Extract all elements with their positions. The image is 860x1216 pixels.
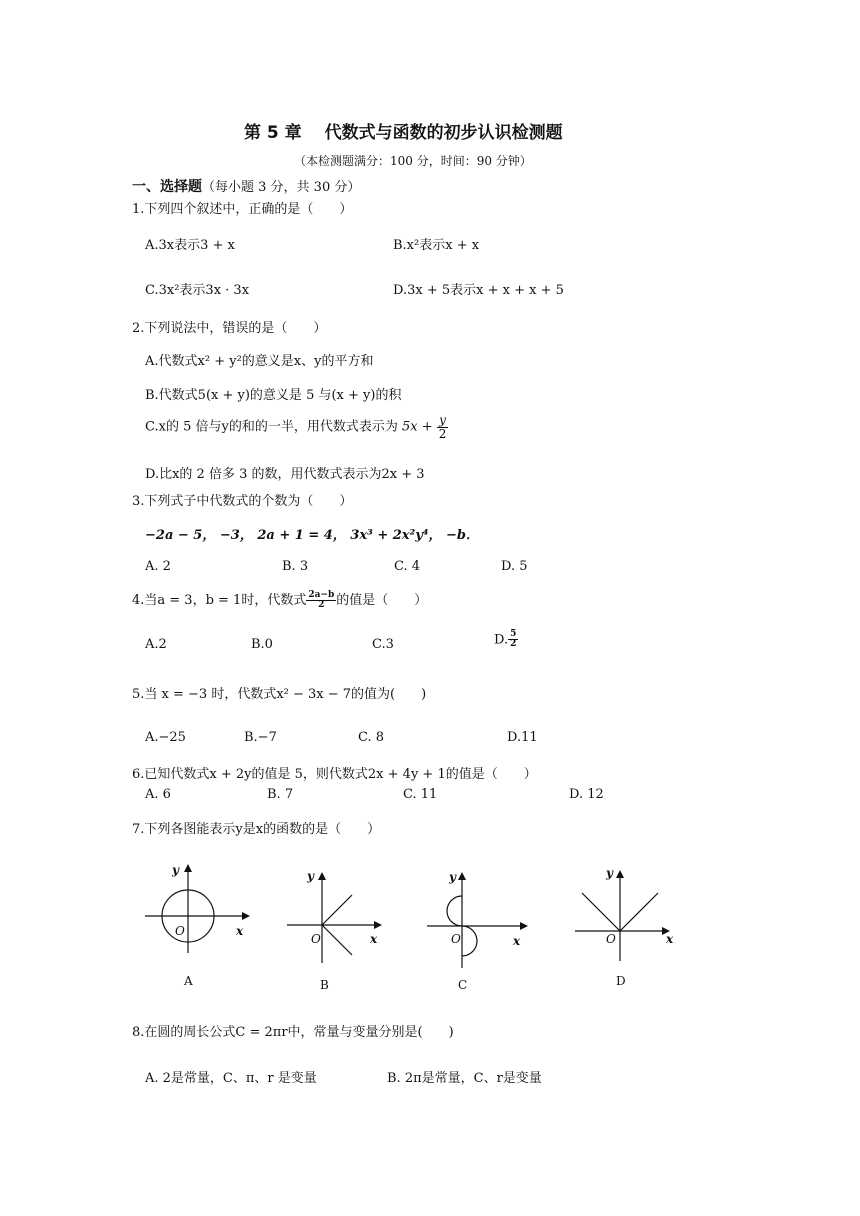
q3-expressions: −2a − 5， −3， 2a + 1 = 4， 3x³ + 2x²y⁴， −b． [145, 528, 479, 543]
q2-option-d: D.比x的 2 倍多 3 的数，用代数式表示为2x + 3 [145, 467, 425, 482]
q4-d-prefix: D. [494, 632, 509, 648]
q8-option-a: A. 2是常量，C、π、r 是变量 [145, 1071, 317, 1086]
q3-option-b: B. 3 [282, 559, 309, 574]
q5-option-a: A.−25 [145, 730, 186, 745]
q2-option-c-fraction [437, 414, 449, 440]
q2-option-c [145, 414, 448, 440]
q2-option-a: A.代数式x² + y²的意义是x、y的平方和 [145, 354, 374, 369]
q1-option-a: A.3x表示3 + x [145, 238, 235, 253]
section-points: （每小题 3 分，共 30 分） [202, 180, 361, 195]
page-title: 第 5 章 代数式与函数的初步认识检测题 [244, 123, 563, 143]
x-axis-arrow [242, 912, 250, 920]
ray-left [582, 893, 620, 931]
q1-option-d: D.3x + 5表示x + x + x + 5 [393, 283, 564, 298]
q4-option-d [494, 630, 518, 650]
q7-d-y-label: y [606, 866, 613, 880]
page-subtitle: （本检测题满分：100 分，时间：90 分钟） [294, 154, 532, 168]
q7-c-origin: O [451, 932, 461, 946]
q7-graph-a [140, 858, 250, 958]
y-axis-arrow [616, 870, 624, 878]
upper-left-semicircle [447, 896, 462, 926]
q5-stem: 5.当 x = −3 时，代数式x² − 3x − 7的值为( ) [132, 687, 427, 702]
q3-option-c: C. 4 [394, 559, 421, 574]
q4-d-denominator: 2 [510, 639, 517, 650]
q6-option-d: D. 12 [569, 787, 604, 802]
q7-a-x-label: x [236, 924, 244, 938]
q8-option-b: B. 2π是常量，C、r是变量 [387, 1071, 542, 1086]
q4-denominator: 2 [318, 600, 325, 610]
q3-option-a: A. 2 [145, 559, 171, 574]
y-axis-arrow [318, 872, 326, 880]
q5-option-c: C. 8 [358, 730, 385, 745]
x-axis-arrow [374, 921, 382, 929]
q4-stem-pre: 4.当a = 3，b = 1时，代数式 [132, 593, 307, 608]
q7-a-y-label: y [172, 863, 179, 877]
q6-option-c: C. 11 [403, 787, 438, 802]
q2-option-b: B.代数式5(x + y)的意义是 5 与(x + y)的积 [145, 388, 402, 403]
q4-fraction [306, 591, 336, 611]
q7-graph-d [570, 866, 674, 966]
q4-option-b: B.0 [251, 637, 273, 652]
lower-right-semicircle [462, 926, 477, 956]
q7-a-caption: A [184, 974, 193, 988]
q4-stem [132, 589, 427, 610]
q4-d-fraction [508, 630, 518, 650]
q2-option-c-text: C.x的 5 倍与y的和的一半，用代数式表示为 [145, 419, 398, 435]
q7-b-y-label: y [307, 869, 314, 883]
y-axis-arrow [458, 872, 466, 880]
q1-stem: 1.下列四个叙述中，正确的是（ ） [132, 202, 353, 217]
ray-up [322, 895, 352, 925]
q2-option-c-expr: 5x + [401, 419, 433, 435]
q2-stem: 2.下列说法中，错误的是（ ） [132, 321, 327, 336]
q7-b-caption: B [320, 978, 329, 992]
q1-option-b: B.x²表示x + x [393, 238, 480, 253]
section-header [132, 176, 360, 196]
section-label: 一、选择题 [132, 179, 202, 195]
q7-graph-c [422, 868, 530, 972]
q8-stem: 8.在圆的周长公式C = 2πr中，常量与变量分别是( ) [132, 1025, 454, 1040]
q3-option-d: D. 5 [501, 559, 528, 574]
q6-option-b: B. 7 [267, 787, 294, 802]
q6-stem: 6.已知代数式x + 2y的值是 5，则代数式2x + 4y + 1的值是（ ） [132, 767, 537, 782]
q7-graph-b [282, 868, 382, 968]
ray-down [322, 925, 352, 955]
q2-c-denominator: 2 [438, 426, 447, 441]
y-axis-arrow [184, 864, 192, 872]
q4-option-c: C.3 [372, 637, 394, 652]
q7-b-origin: O [311, 932, 321, 946]
q4-stem-post: 的值是（ ） [336, 593, 428, 608]
q1-option-c: C.3x²表示3x · 3x [145, 283, 250, 298]
q5-option-d: D.11 [507, 730, 538, 745]
q7-d-x-label: x [666, 932, 674, 946]
q4-d-numerator: 5 [510, 629, 517, 639]
q7-c-x-label: x [513, 934, 521, 948]
q4-numerator: 2a−b [308, 589, 335, 600]
q6-option-a: A. 6 [145, 787, 171, 802]
q7-a-origin: O [175, 924, 185, 938]
ray-right [620, 893, 658, 931]
q7-c-y-label: y [449, 870, 456, 884]
q4-option-a: A.2 [145, 637, 167, 652]
q7-d-origin: O [606, 932, 616, 946]
x-axis-arrow [520, 922, 528, 930]
q5-option-b: B.−7 [244, 730, 277, 745]
q7-c-caption: C [458, 978, 468, 992]
q3-stem: 3.下列式子中代数式的个数为（ ） [132, 494, 353, 509]
q2-c-numerator: y [437, 414, 449, 428]
q7-b-x-label: x [370, 932, 378, 946]
q7-d-caption: D [616, 974, 626, 988]
q7-stem: 7.下列各图能表示y是x的函数的是（ ） [132, 822, 381, 837]
